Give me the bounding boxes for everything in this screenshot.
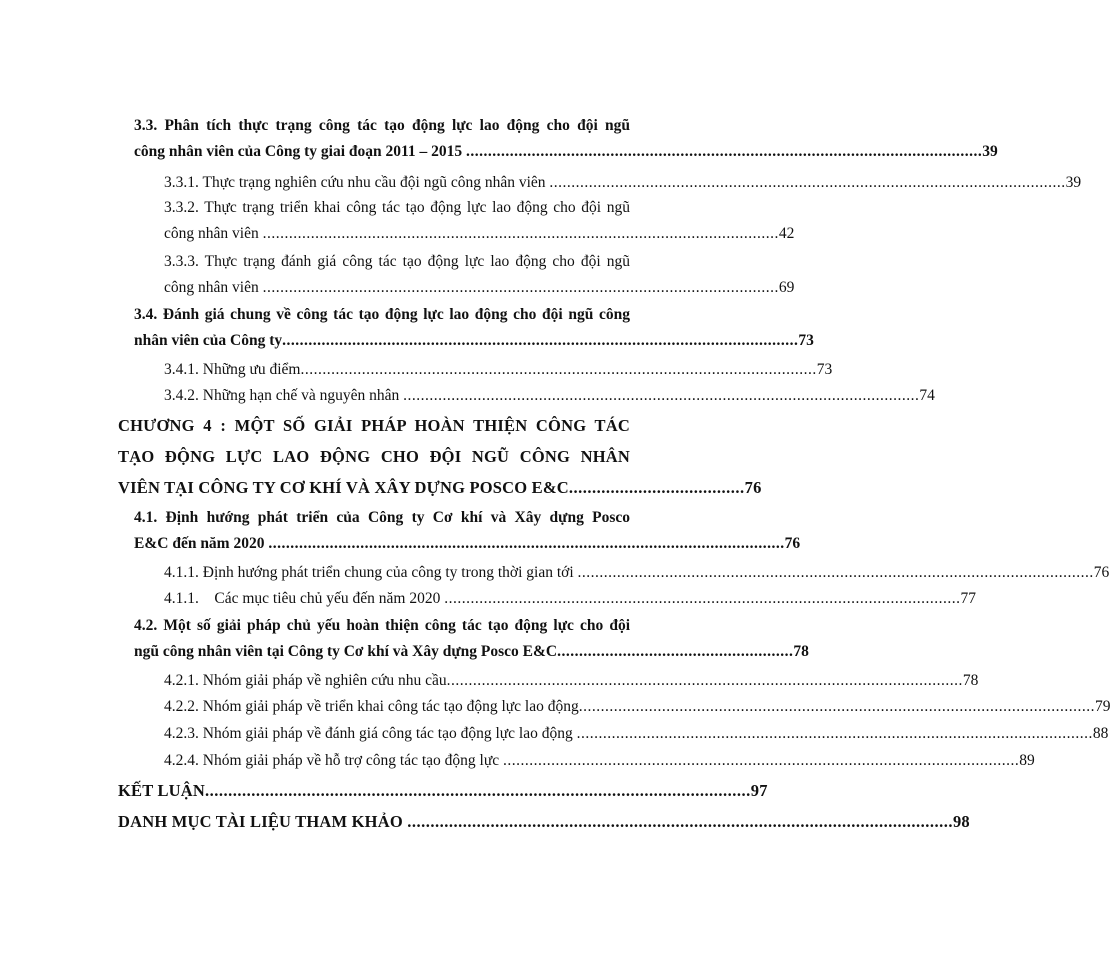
toc-leader-dots: ...................................................................................................................... xyxy=(446,672,963,689)
toc-entry-text: VIÊN TẠI CÔNG TY CƠ KHÍ VÀ XÂY DỰNG POSCO E&C xyxy=(118,478,569,497)
toc-page-number: 76 xyxy=(784,535,801,552)
toc-leader-dots: ...................................................................................................................... xyxy=(577,564,1094,581)
toc-leader-dots: ...................................................................................................................... xyxy=(403,387,920,404)
toc-entry xyxy=(164,561,1110,585)
toc-leader-dots: ...................................................................................................................... xyxy=(503,752,1020,769)
toc-leader-dots: ...................................................................................................................... xyxy=(300,361,817,378)
toc-page-number: 78 xyxy=(793,643,809,660)
toc-entry-text: 4.2.2. Nhóm giải pháp về triển khai công tác tạo động lực lao động xyxy=(164,698,579,715)
toc-entry xyxy=(164,669,979,693)
toc-leader-dots: ...................................................................................................................... xyxy=(282,332,799,349)
toc-page-number: 79 xyxy=(1095,698,1111,715)
toc-entry xyxy=(164,196,630,220)
toc-entry-text: KẾT LUẬN xyxy=(118,781,206,800)
toc-entry xyxy=(118,808,970,836)
toc-entry xyxy=(118,777,768,805)
toc-entry-text: công nhân viên xyxy=(164,225,263,242)
toc-leader-dots: ...................................... xyxy=(568,478,745,497)
toc-entry-text: 3.4.2. Những hạn chế và nguyên nhân xyxy=(164,387,404,404)
toc-entry xyxy=(134,640,809,664)
toc-entry-text: 4.1. Định hướng phát triển của Công ty Cơ khí và Xây dựng Posco xyxy=(134,509,630,526)
toc-entry xyxy=(164,722,1109,746)
toc-entry-text: công nhân viên xyxy=(164,279,263,296)
toc-page-number: 42 xyxy=(778,225,795,242)
toc-entry-text: 4.2.3. Nhóm giải pháp về đánh giá công tác tạo động lực lao động xyxy=(164,725,577,742)
toc-page-number: 78 xyxy=(962,672,979,689)
toc-page-number: 77 xyxy=(960,590,976,607)
toc-leader-dots: ...................................................... xyxy=(557,643,794,660)
toc-entry xyxy=(164,749,1035,773)
toc-page-number: 89 xyxy=(1019,752,1035,769)
toc-entry xyxy=(164,250,630,274)
toc-leader-dots: ...................................................................................................................... xyxy=(444,590,961,607)
toc-entry xyxy=(164,695,1111,719)
toc-entry xyxy=(164,384,935,408)
toc-page-number: 76 xyxy=(744,478,762,497)
toc-page-number: 74 xyxy=(919,387,935,404)
toc-entry xyxy=(164,171,1082,195)
toc-entry xyxy=(134,329,814,353)
toc-page-number: 39 xyxy=(982,143,998,160)
toc-entry-text: 4.2.4. Nhóm giải pháp về hỗ trợ công tác tạo động lực xyxy=(164,752,504,769)
toc-entry-text: 3.4. Đánh giá chung về công tác tạo động lực lao động cho đội ngũ công xyxy=(134,306,630,323)
toc-page-number: 98 xyxy=(952,812,970,831)
toc-page-number: 73 xyxy=(816,361,833,378)
toc-entry-text: CHƯƠNG 4 : MỘT SỐ GIẢI PHÁP HOÀN THIỆN CÔNG TÁC xyxy=(118,416,630,435)
toc-entry-text: TẠO ĐỘNG LỰC LAO ĐỘNG CHO ĐỘI NGŨ CÔNG NHÂN xyxy=(118,447,630,466)
toc-entry-text: ngũ công nhân viên tại Công ty Cơ khí và Xây dựng Posco E&C xyxy=(134,643,558,660)
toc-page-number: 97 xyxy=(750,781,768,800)
toc-leader-dots: ...................................................................................................................... xyxy=(205,781,751,800)
toc-leader-dots: ...................................................................................................................... xyxy=(578,698,1095,715)
toc-entry-text: nhân viên của Công ty xyxy=(134,332,283,349)
toc-leader-dots: ...................................................................................................................... xyxy=(268,535,785,552)
toc-entry-text: DANH MỤC TÀI LIỆU THAM KHẢO xyxy=(118,812,408,831)
toc-leader-dots: ...................................................................................................................... xyxy=(407,812,953,831)
toc-entry xyxy=(164,358,833,382)
toc-entry xyxy=(134,532,801,556)
toc-entry xyxy=(164,222,795,246)
toc-chapter-heading xyxy=(118,443,630,471)
toc-chapter-heading xyxy=(118,474,762,502)
toc-page-number: 76 xyxy=(1093,564,1110,581)
toc-leader-dots: ...................................................................................................................... xyxy=(262,279,779,296)
toc-entry-text: E&C đến năm 2020 xyxy=(134,535,269,552)
toc-entry-text: 3.4.1. Những ưu điểm xyxy=(164,361,301,378)
toc-entry-text: 3.3.3. Thực trạng đánh giá công tác tạo động lực lao động cho đội ngũ xyxy=(164,253,630,270)
toc-entry xyxy=(134,114,630,138)
toc-leader-dots: ...................................................................................................................... xyxy=(262,225,779,242)
toc-leader-dots: ...................................................................................................................... xyxy=(466,143,983,160)
toc-page-number: 69 xyxy=(778,279,795,296)
toc-entry xyxy=(134,303,630,327)
toc-page-number: 73 xyxy=(798,332,814,349)
toc-entry-text: 4.2. Một số giải pháp chủ yếu hoàn thiện công tác tạo động lực cho đội xyxy=(134,617,630,634)
toc-page-number: 39 xyxy=(1065,174,1082,191)
toc-entry-text: công nhân viên của Công ty giai đoạn 2011 – 2015 xyxy=(134,143,467,160)
toc-entry-text: 3.3. Phân tích thực trạng công tác tạo động lực lao động cho đội ngũ xyxy=(134,117,630,134)
toc-entry xyxy=(134,140,998,164)
toc-entry xyxy=(134,506,630,530)
toc-entry-text: 3.3.1. Thực trạng nghiên cứu nhu cầu đội ngũ công nhân viên xyxy=(164,174,550,191)
toc-page-number: 88 xyxy=(1092,725,1109,742)
toc-entry-text: 4.1.1. Các mục tiêu chủ yếu đến năm 2020 xyxy=(164,590,445,607)
toc-leader-dots: ...................................................................................................................... xyxy=(549,174,1066,191)
toc-entry-text: 4.2.1. Nhóm giải pháp về nghiên cứu nhu cầu xyxy=(164,672,447,689)
toc-entry-text: 3.3.2. Thực trạng triển khai công tác tạo động lực lao động cho đội ngũ xyxy=(164,199,630,216)
toc-leader-dots: ...................................................................................................................... xyxy=(576,725,1093,742)
toc-chapter-heading xyxy=(118,412,630,440)
toc-entry-text: 4.1.1. Định hướng phát triển chung của công ty trong thời gian tới xyxy=(164,564,578,581)
toc-entry xyxy=(164,587,976,611)
toc-entry xyxy=(164,276,795,300)
toc-entry xyxy=(134,614,630,638)
